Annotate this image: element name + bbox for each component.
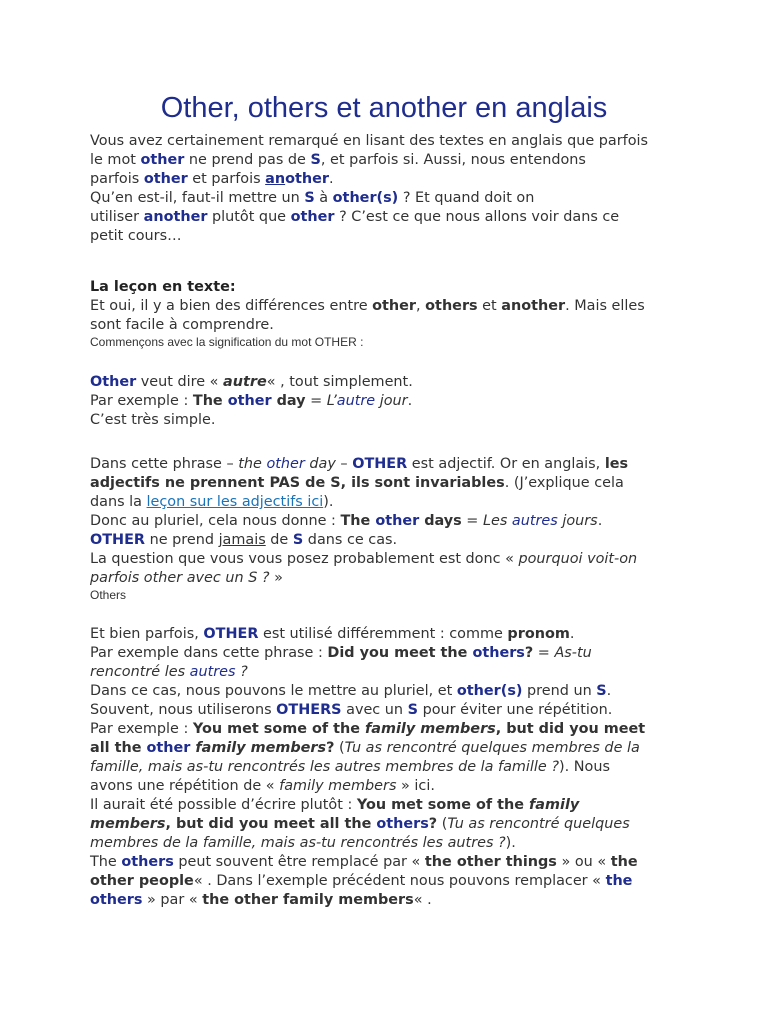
section-heading: La leçon en texte: — [90, 279, 236, 295]
keyword: other — [140, 152, 185, 168]
text: ? Et quand doit on — [398, 190, 535, 206]
text: » par « — [142, 892, 203, 908]
keyword: others — [376, 816, 429, 832]
italic-text: Tu as rencontré quelques — [447, 816, 630, 832]
text: = — [305, 393, 327, 409]
intro-line — [90, 208, 690, 227]
text: . — [407, 393, 413, 409]
text: parfois — [90, 171, 144, 187]
lesson-section — [90, 278, 690, 349]
bold-text: The — [340, 513, 376, 529]
bold-text: another — [501, 298, 566, 314]
bold-text: others — [425, 298, 478, 314]
text: Par exemple dans cette phrase : — [90, 645, 328, 661]
keyword: S — [596, 683, 607, 699]
keyword: others — [472, 645, 525, 661]
text: . Mais elles — [565, 298, 645, 314]
keyword: OTHER — [203, 626, 259, 642]
text: veut dire « — [136, 374, 224, 390]
keyword-italic: autres — [511, 513, 558, 529]
intro-line — [90, 151, 690, 170]
bold-italic-text: members — [90, 816, 166, 832]
bold-text: You met some of the — [356, 797, 530, 813]
bold-text: all the — [90, 740, 147, 756]
text: Il aurait été possible d’écrire plutôt : — [90, 797, 357, 813]
pronoun-line — [90, 758, 690, 777]
keyword: OTHERS — [276, 702, 342, 718]
adjective-line — [90, 569, 690, 588]
italic-text: day — [304, 456, 336, 472]
text: . (J’explique cela — [504, 475, 624, 491]
adjective-line — [90, 455, 690, 474]
text: sont facile à comprendre. — [90, 317, 274, 333]
pronoun-line — [90, 701, 690, 720]
italic-text: jour — [375, 393, 408, 409]
text: « . — [413, 892, 432, 908]
italic-text: rencontré les — [90, 664, 190, 680]
bold-italic-text: autre — [223, 374, 267, 390]
text: ? C’est ce que nous allons voir dans ce — [334, 209, 620, 225]
italic-text: As-tu — [554, 645, 592, 661]
lesson-line — [90, 297, 690, 316]
pronoun-line — [90, 796, 690, 815]
pronoun-section — [90, 625, 690, 910]
bold-text: day — [271, 393, 306, 409]
text: est adjectif. Or en anglais, — [407, 456, 605, 472]
bold-text: the — [610, 854, 638, 870]
keyword-italic: autre — [336, 393, 376, 409]
italic-text: Les — [482, 513, 512, 529]
bold-text: You met some of the — [192, 721, 366, 737]
keyword: other(s) — [332, 190, 399, 206]
text: Par exemple : — [90, 393, 193, 409]
text: dans la — [90, 494, 147, 510]
bold-text: other people — [90, 873, 194, 889]
keyword: OTHER — [90, 532, 146, 548]
intro-line — [90, 227, 690, 246]
pronoun-line — [90, 739, 690, 758]
intro-line — [90, 170, 690, 189]
bold-text: days — [419, 513, 462, 529]
text: . — [606, 683, 612, 699]
bold-italic-text: family — [529, 797, 580, 813]
italic-text: pourquoi voit-on — [518, 551, 638, 567]
bold-text: ? — [326, 740, 335, 756]
text: » ou « — [556, 854, 611, 870]
keyword: others — [121, 854, 174, 870]
text: utiliser — [90, 209, 144, 225]
text: – — [335, 456, 353, 472]
small-caption: Commençons avec la signification du mot OTHER : — [90, 335, 364, 349]
text: . — [597, 513, 603, 529]
intro-line — [90, 132, 690, 151]
text: ne prend pas de — [184, 152, 311, 168]
text: Souvent, nous utiliserons — [90, 702, 277, 718]
italic-text: jours — [557, 513, 598, 529]
meaning-section — [90, 373, 690, 430]
text: Vous avez certainement remarqué en lisant des textes en anglais que parfois — [90, 133, 649, 149]
bold-text: Did you meet the — [327, 645, 473, 661]
adjective-section — [90, 455, 690, 602]
keyword-italic: other — [266, 456, 305, 472]
text: Par exemple : — [90, 721, 193, 737]
text: Dans ce cas, nous pouvons le mettre au pluriel, et — [90, 683, 457, 699]
text: ne prend — [145, 532, 219, 548]
text: Et bien parfois, — [90, 626, 204, 642]
pronoun-line — [90, 872, 690, 891]
bold-text: ? — [524, 645, 534, 661]
adjectives-lesson-link[interactable]: leçon sur les adjectifs ici — [146, 494, 324, 510]
bold-text: , but did you meet all the — [165, 816, 377, 832]
text: de — [265, 532, 293, 548]
italic-text: ? — [235, 664, 248, 680]
adjective-line — [90, 474, 690, 493]
keyword: the — [605, 873, 633, 889]
text: » ici. — [396, 778, 435, 794]
text: pour éviter une répétition. — [418, 702, 613, 718]
keyword: other — [375, 513, 420, 529]
keyword: S — [292, 532, 304, 548]
text: = — [533, 645, 555, 661]
adjective-line — [90, 531, 690, 550]
text: dans ce cas. — [303, 532, 398, 548]
bold-italic-text: family members — [190, 740, 327, 756]
keyword: other — [227, 393, 272, 409]
text: à — [314, 190, 333, 206]
pronoun-line — [90, 777, 690, 796]
underlined-text: jamais — [218, 532, 266, 548]
intro-paragraph — [90, 132, 690, 246]
adjective-line — [90, 493, 690, 512]
text: Qu’en est-il, faut-il mettre un — [90, 190, 305, 206]
bold-text: , but did you meet — [495, 721, 646, 737]
text: , et parfois si. Aussi, nous entendons — [320, 152, 586, 168]
text: plutôt que — [207, 209, 291, 225]
italic-text: membres de la famille, mais as-tu rencontrés les autres ? — [90, 835, 506, 851]
bold-text: ? — [428, 816, 438, 832]
text: Et oui, il y a bien des différences entre — [90, 298, 373, 314]
bold-text: pronom — [507, 626, 570, 642]
text: Dans cette phrase – — [90, 456, 239, 472]
text: ). Nous — [559, 759, 610, 775]
small-caption: Others — [90, 588, 127, 602]
meaning-line — [90, 373, 690, 392]
text: ). — [505, 835, 516, 851]
bold-text: adjectifs ne prennent PAS de S, ils sont invariables — [90, 475, 505, 491]
keyword: other — [290, 209, 335, 225]
bold-text: les — [604, 456, 629, 472]
keyword-italic: autres — [189, 664, 236, 680]
meaning-line — [90, 392, 690, 411]
keyword: S — [407, 702, 418, 718]
keyword: another — [143, 209, 208, 225]
meaning-line — [90, 411, 690, 430]
intro-line — [90, 189, 690, 208]
keyword: S — [310, 152, 321, 168]
text: ( — [437, 816, 448, 832]
text: . — [329, 171, 334, 187]
text: ). — [323, 494, 334, 510]
keyword: other — [143, 171, 188, 187]
text: et parfois — [187, 171, 266, 187]
italic-text: family members — [279, 778, 397, 794]
pronoun-line — [90, 834, 690, 853]
keyword: others — [90, 892, 143, 908]
text: petit cours… — [90, 228, 182, 244]
text: » — [269, 570, 283, 586]
bold-text: the other family members — [202, 892, 414, 908]
italic-text: famille, mais as-tu rencontrés les autres membres de la famille ? — [90, 759, 559, 775]
italic-text: L’ — [326, 393, 337, 409]
text: Donc au pluriel, cela nous donne : — [90, 513, 341, 529]
bold-text: the other things — [424, 854, 557, 870]
text: The — [90, 854, 122, 870]
keyword: S — [304, 190, 315, 206]
text: , — [416, 298, 426, 314]
pronoun-line — [90, 644, 690, 663]
text: = — [461, 513, 483, 529]
keyword: other — [285, 171, 329, 187]
keyword: other(s) — [456, 683, 523, 699]
text: avec un — [341, 702, 408, 718]
pronoun-line — [90, 853, 690, 872]
text: le mot — [90, 152, 141, 168]
text: prend un — [522, 683, 597, 699]
bold-italic-text: family members — [365, 721, 496, 737]
pronoun-line — [90, 815, 690, 834]
bold-text: other — [372, 298, 417, 314]
keyword-underlined: an — [265, 171, 286, 187]
bold-text: The — [192, 393, 228, 409]
text: peut souvent être remplacé par « — [173, 854, 425, 870]
text: et — [477, 298, 502, 314]
text: avons une répétition de « — [90, 778, 280, 794]
pronoun-line — [90, 663, 690, 682]
italic-text: parfois other avec un S ? — [90, 570, 270, 586]
adjective-line — [90, 550, 690, 569]
italic-text: Tu as rencontré quelques membres de la — [344, 740, 640, 756]
italic-text: the — [238, 456, 267, 472]
keyword: other — [146, 740, 191, 756]
text: « , tout simplement. — [266, 374, 413, 390]
pronoun-line — [90, 625, 690, 644]
text: La question que vous vous posez probablement est donc « — [90, 551, 519, 567]
text: . — [569, 626, 575, 642]
text: ( — [334, 740, 345, 756]
pronoun-line — [90, 720, 690, 739]
text: « . Dans l’exemple précédent nous pouvons remplacer « — [193, 873, 606, 889]
pronoun-line — [90, 891, 690, 910]
adjective-line — [90, 512, 690, 531]
keyword: Other — [90, 374, 137, 390]
page-title: Other, others et another en anglais — [160, 92, 608, 124]
text: est utilisé différemment : comme — [258, 626, 508, 642]
lesson-line — [90, 316, 690, 335]
pronoun-line — [90, 682, 690, 701]
text: C’est très simple. — [90, 412, 216, 428]
keyword: OTHER — [352, 456, 408, 472]
